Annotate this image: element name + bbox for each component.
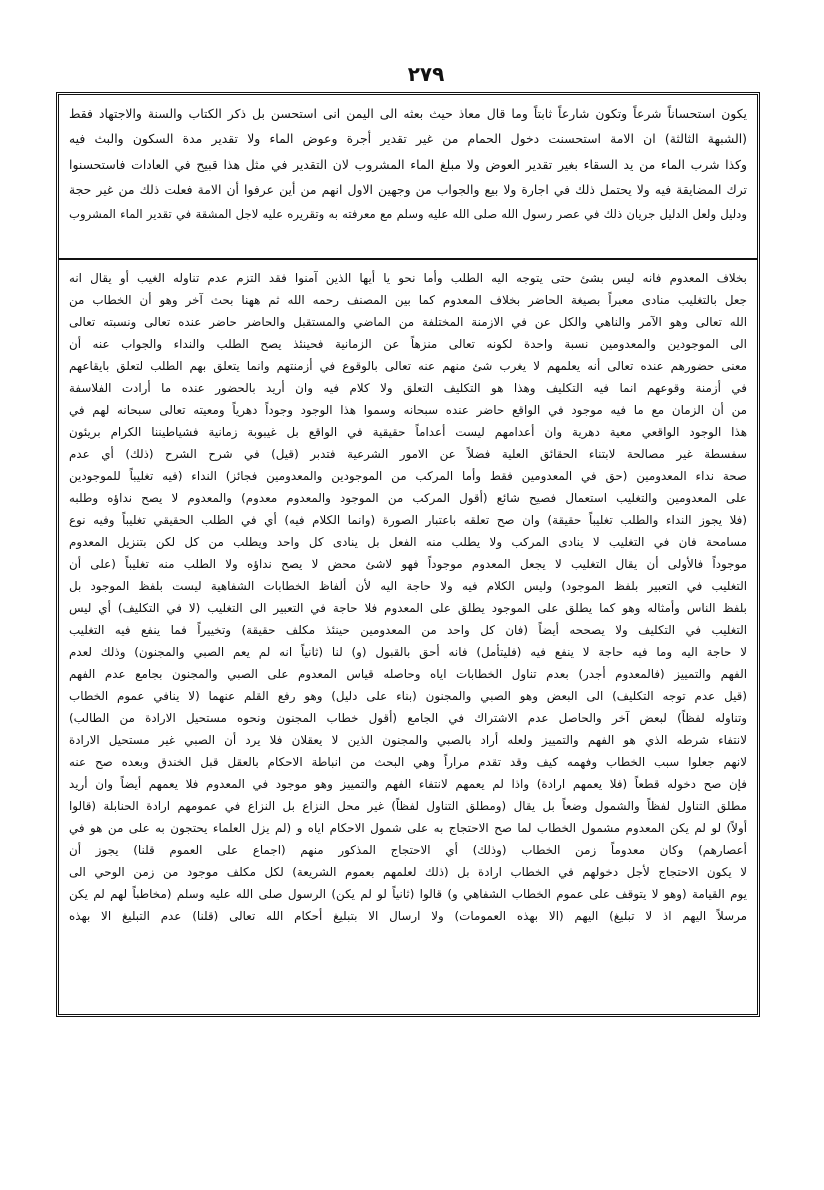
commentary-line: الى الموجودين والمعدومين نسبة واحدة لكونه تعالى منزهاً عن الزمانية فحينئذ يصح الطلب والنداء والجواب عنه أن [69,337,747,351]
commentary-line: مطلق التناول لفظاً والشمول وضعاً بل يقال (ومطلق التناول لفظاً) غير محل النزاع بل النزاع في عمومهم ارادة الحنابلة (قالوا [69,799,747,813]
commentary-line: أعصارهم) وكان معدوماً زمن الخطاب (وذلك) أي الاحتجاج المذكور منهم (اجماع على العموم قلنا) يجوز أن [69,843,747,857]
upper-text-line: (الشبهة الثالثة) ان الامة استحسنت دخول الحمام من غير تقدير أجرة وعوض الماء ولا تقدير مدة السكون والبث فيه [69,131,747,147]
commentary-line: بخلاف المعدوم فانه ليس بشئ حتى يتوجه اليه الطلب وأما نحو يا أيها الذين آمنوا فقد التزم عدم تناوله الغيب أو يقال انه [69,271,747,285]
commentary-line: فإن صح دخوله قطعاً (فلا يعمهم ارادة) واذا لم يعمهم لانتفاء الفهم والتمييز وهو موجود في المعدوم فلا يعمهم أيضاً وان أريد [69,777,747,791]
commentary-line: مرسلاً اليهم اذ لا تبليغ) اليهم (الا بهذه العمومات) ولا ارسال الا بتبليغ أحكام الله تعالى (قلنا) عدم التبليغ الا بهذه [69,909,747,923]
page-number: ٢٧٩ [407,62,445,86]
upper-text-line: وكذا شرب الماء من يد السقاء بغير تقدير العوض ولا مبلغ الماء المشروب لان التقدير في مثل هذا قبيح في العادات فاستحسنوا [69,156,747,172]
upper-text-block [69,101,747,253]
commentary-line: موجوداً فالأولى أن يقال التغليب لا يجعل المعدوم موجوداً فهو لاشئ محض لا يصح نداؤه ولا الطلب منه تغليباً (على أن [69,557,747,571]
commentary-line: هذا الوجود الواقعي معية دهرية وان أعدامهم ليست أعداماً حقيقية في الواقع بل غيبوبة زمانية فشياطيننا الكرام بريئون [69,425,747,439]
commentary-line: جعل بالتغليب منادى معبراً بصيغة الحاضر بخلاف المعدوم كما بين المصنف رحمه الله ثم ههنا بحث آخر وهو أن الخطاب من [69,293,747,307]
commentary-line: صحة نداء المعدومين (حق في المعدومين فقط وأما المركب من الموجودين والمعدومين فجائز) النداء (فيه تغليباً للموجودين [69,469,747,483]
commentary-line: وتناوله لفظاً) لبعض آخر والحاصل عدم الاشتراك في الجامع (أقول خطاب المجنون ونحوه مستحيل الارادة من الطالب) [69,711,747,725]
section-divider [59,258,757,263]
commentary-line: التغليب في التعبير بلفظ الموجود) وليس الكلام فيه ولا حاجة اليه لأن ألفاظ الخطابات الشفاهية ليست بلفظ الموجود بل [69,579,747,593]
commentary-line: سفسطة غير مصالحة لابتناء الحقائق العلية فضلاً عن الامور الشرعية فتدبر (قيل) في شرح الشرح (ذلك) أي عدم [69,447,747,461]
commentary-line: لا حاجة اليه وما فيه حاجة لا ينفع فيه (فليتأمل) فانه أحق بالقبول (و) لنا (ثانياً انه لم يعم الصبي والمجنون) وذلك لعدم [69,645,747,659]
commentary-line: على المعدومين والتغليب استعمال فصيح شائع (أقول المركب من الموجود والمعدوم معدوم) والمعدوم لا يصح نداؤه وطلبه [69,491,747,505]
commentary-line: لا يكون الاحتجاج لأجل دخولهم في الخطاب ارادة بل (ذلك لعلمهم بعموم الشريعة) لكل مكلف موجود من زمن الوحي الى [69,865,747,879]
commentary-line: الفهم والتمييز (فالمعدوم أجدر) بعدم تناول الخطابات اياه وحاصله قياس المعدوم على الصبي والمجنون بجامع عدم الفهم [69,667,747,681]
commentary-line: أولاً) لو لم يكن المعدوم مشمول الخطاب لما صح الاحتجاج به على شمول الاحكام اياه و (لم يزل العلماء يحتجون به على من هو في [69,821,747,835]
commentary-text-block [69,267,747,1008]
commentary-line: في أزمنة وقوعهم انما فيه التكليف وهذا هو التكليف التعلق ولا كلام فيه وان أريد بالحضور عنده ما أرادت الفلاسفة [69,381,747,395]
commentary-line: مسامحة فان في التغليب لا ينادى المركب ولا يطلب منه الفعل بل ينادى كل واحد ويطلب من كل لكن بتنزيل المعدوم [69,535,747,549]
commentary-line: (قيل عدم توجه التكليف) الى البعض وهو الصبي والمجنون (بناء على دليل) وهو رفع القلم عنهما (لا ينافي عموم الخطاب [69,689,747,703]
commentary-line: من أن الزمان مع ما فيه موجود في الواقع حاضر عنده سبحانه وسموا هذا الوجود وجوداً دهرياً ومعيته تعالى سبحانه لهم في [69,403,747,417]
upper-text-line: ودليل ولعل الدليل جريان ذلك في عصر رسول الله صلى الله عليه وسلم مع معرفته به وتقريره عليه لاجل المشقة في تقدير الماء المشروب [69,207,747,222]
commentary-line: لانتفاء شرطه الذي هو الفهم والتمييز ولعله أراد بالصبي والمجنون الذين لا يعقلان فلا يرد أن الصبي غير مستحيل الارادة [69,733,747,747]
page-frame [56,92,760,1017]
commentary-line: معنى حضورهم عنده تعالى أنه يعلمهم لا يغرب شئ منهم عنه تعالى بالوقوع في أزمنتهم وانما يتعلق بهم الطلب لتعلق بايقاعهم [69,359,747,373]
commentary-line: بلفظ الناس وأمثاله وهو كما يطلق على الموجود يطلق على المعدوم فلا حاجة في التعبير الى التغليب (لا في التكليف) أي ليس [69,601,747,615]
commentary-line: يوم القيامة (وهو لا يتوقف على عموم الخطاب الشفاهي و) قالوا (ثانياً لو لم يكن) الرسول صلى الله عليه وسلم (مخاطباً لهم لم يكن [69,887,747,901]
upper-text-line: يكون استحساناً شرعاً وتكون شارعاً ثابتاً وما قال معاذ حيث بعثه الى اليمن انى استحسن بل ذكر الكتاب والسنة والاجتهاد فقط [69,106,747,121]
commentary-line: لانهم جعلوا سبب الخطاب وفهمه كيف وقد تقدم مراراً وهي البحث من انباطة الاحكام بالعقل قبل الخندق وبعده صح عنه [69,755,747,769]
commentary-line: الله تعالى وهو الآمر والناهي والكل عن في الازمنة المختلفة من الماضي والمستقبل والحاضر حاضر عنده تعالى ونسبته تعالى [69,315,747,329]
upper-text-line: ترك المضايقة فيه ولا يحتمل ذلك في اجارة ولا بيع والجواب من وجهين الاول انهم من أين عرفوا أن الامة فعلت ذلك من غير حجة [69,181,747,197]
commentary-line: (فلا يجوز النداء والطلب تغليباً حقيقة) وان صح تعلقه باعتبار الصورة (وانما الكلام فيه) أي في الطلب الحقيقي تغليباً وفيه نوع [69,513,747,527]
commentary-line: التغليب في التكليف ولا يصححه أيضاً (فان كل واحد من المعدومين حينئذ مكلف حقيقة) وتخييراً فما ينفع فيه التغليب [69,623,747,637]
